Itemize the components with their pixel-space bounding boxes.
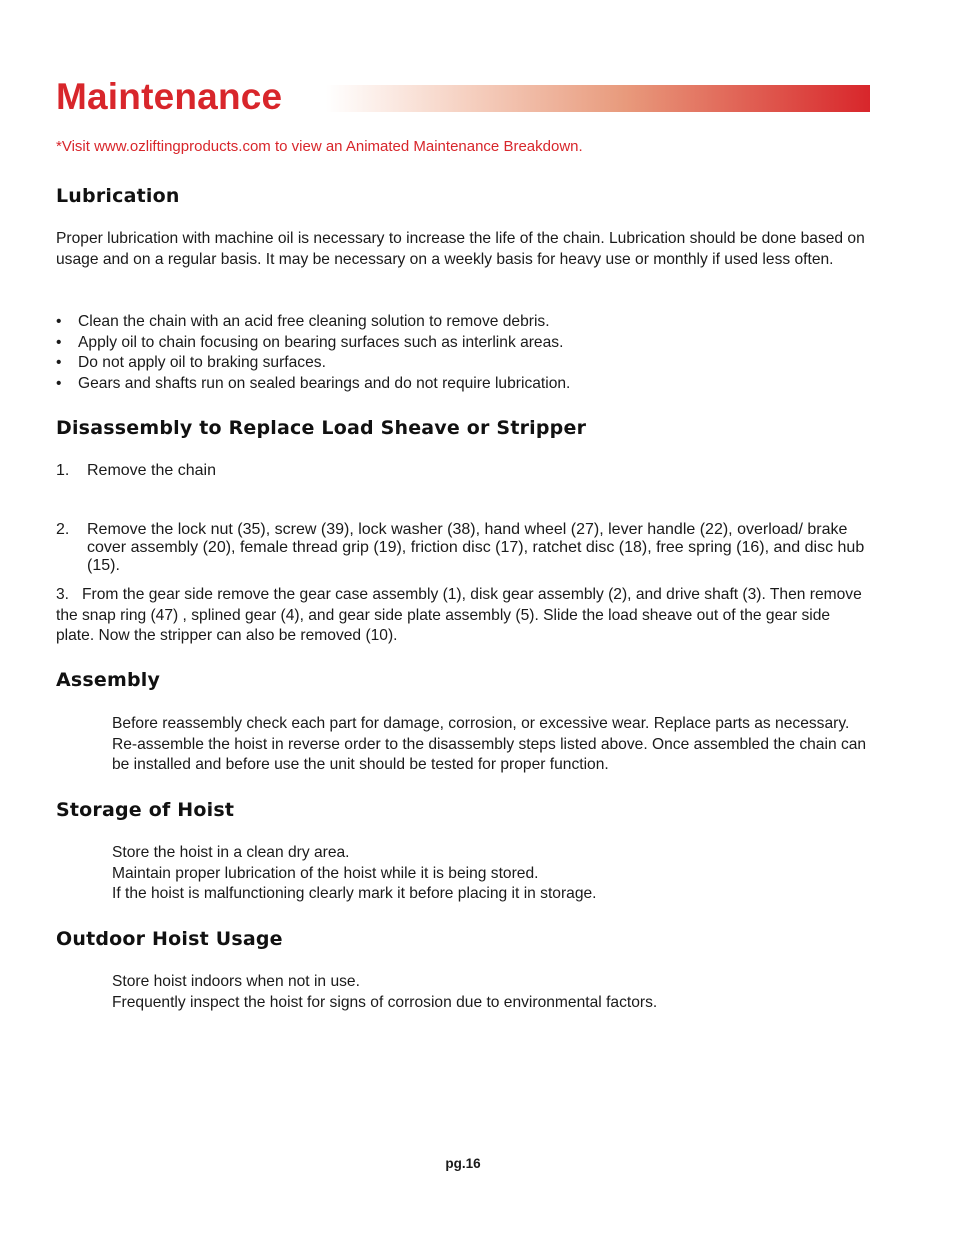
assembly-heading: Assembly: [56, 669, 161, 691]
step-text: Remove the chain: [87, 462, 216, 479]
step-text: Remove the lock nut (35), screw (39), lock washer (38), hand wheel (27), lever handle (22), overload/ brake cover assembly (20), female thread grip (19), friction disc (17), ratchet disc (18), free spring (16), and disc hub (15).: [87, 521, 865, 574]
lubrication-bullet-list: [56, 312, 876, 394]
title-gradient-bar: [326, 85, 870, 112]
disassembly-step-3: [56, 585, 871, 647]
list-item: • Do not apply oil to braking surfaces.: [56, 353, 876, 374]
storage-line: Maintain proper lubrication of the hoist while it is being stored.: [112, 864, 539, 882]
disassembly-heading: Disassembly to Replace Load Sheave or Stripper: [56, 417, 587, 439]
storage-heading: Storage of Hoist: [56, 799, 235, 821]
page-title: Maintenance: [56, 76, 283, 117]
outdoor-line: Frequently inspect the hoist for signs of corrosion due to environmental factors.: [112, 993, 658, 1011]
assembly-text: Before reassembly check each part for damage, corrosion, or excessive wear. Replace parts as necessary. Re-assemble the hoist in reverse order to the disassembly steps listed above. Once assembled the chain can be installed and before use the unit should be tested for proper function.: [112, 715, 867, 773]
outdoor-lines: [112, 972, 872, 1013]
disassembly-step-2: [56, 521, 877, 575]
disassembly-step-1: [56, 462, 877, 480]
list-item: • Clean the chain with an acid free cleaning solution to remove debris.: [56, 312, 876, 333]
lubrication-intro: Proper lubrication with machine oil is necessary to increase the life of the chain. Lubrication should be done based on usage and on a regular basis. It may be necessary on a weekly basis for heavy use or monthly if used less often.: [56, 230, 865, 268]
storage-line: If the hoist is malfunctioning clearly mark it before placing it in storage.: [112, 885, 597, 902]
list-item: • Gears and shafts run on sealed bearings and do not require lubrication.: [56, 374, 876, 395]
outdoor-heading: Outdoor Hoist Usage: [56, 928, 283, 950]
storage-lines: [112, 843, 872, 905]
storage-line: Store the hoist in a clean dry area.: [112, 844, 350, 861]
step-number: 2.: [56, 521, 70, 538]
visit-note: *Visit www.ozliftingproducts.com to view an Animated Maintenance Breakdown.: [56, 138, 583, 155]
step-text: From the gear side remove the gear case assembly (1), disk gear assembly (2), and drive shaft (3). Then remove the snap ring (47) , splined gear (4), and gear side plate assembly (5). Slide the load sheave out of the gear side plate. Now the stripper can also be removed (10).: [56, 586, 862, 644]
outdoor-line: Store hoist indoors when not in use.: [112, 973, 360, 990]
page-number: pg.16: [445, 1156, 481, 1171]
lubrication-heading: Lubrication: [56, 185, 180, 207]
list-item: • Apply oil to chain focusing on bearing surfaces such as interlink areas.: [56, 333, 876, 354]
step-number: 3.: [56, 586, 70, 603]
step-number: 1.: [56, 462, 70, 479]
